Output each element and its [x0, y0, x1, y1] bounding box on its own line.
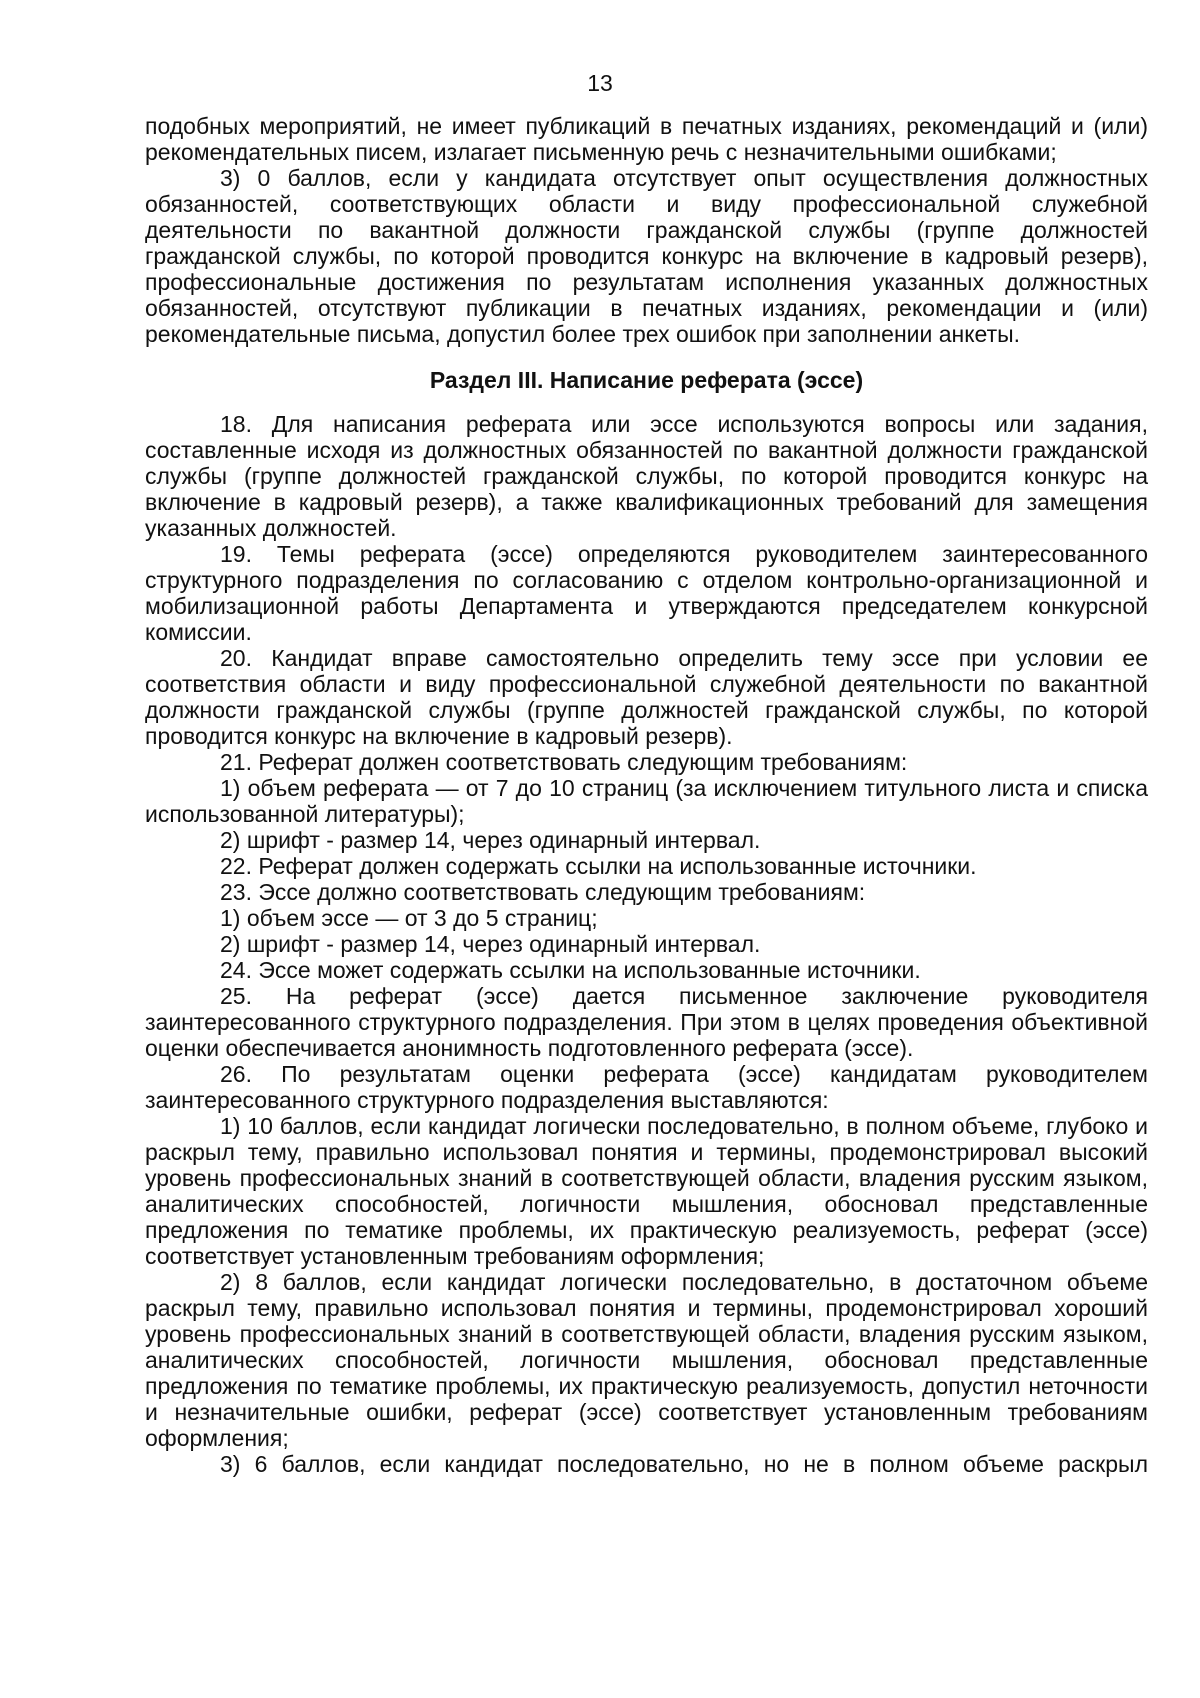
paragraph: 3) 6 баллов, если кандидат последовательно, но не в полном объеме раскрыл [220, 1451, 1148, 1477]
section-heading: Раздел III. Написание реферата (эссе) [429, 367, 864, 393]
paragraph: 18. Для написания реферата или эссе используются вопросы или задания, составленные исходя из должностных обязанностей по вакантной должности гражданской службы (группе должностей гражданской службы, по которой проводится конкурс на включение в кадровый резерв), а также квалификационных требований для замещения указанных должностей. [145, 411, 1148, 541]
paragraph: 23. Эссе должно соответствовать следующим требованиям: [220, 879, 866, 905]
paragraph: 21. Реферат должен соответствовать следующим требованиям: [220, 749, 908, 775]
paragraph: подобных мероприятий, не имеет публикаций в печатных изданиях, рекомендаций и (или) рекомендательных писем, излагает письменную речь с незначительными ошибками; [145, 113, 1148, 165]
document-body [145, 113, 1148, 1477]
paragraph: 24. Эссе может содержать ссылки на использованные источники. [220, 957, 921, 983]
paragraph: 2) шрифт - размер 14, через одинарный интервал. [220, 931, 761, 957]
page-number: 13 [587, 70, 613, 96]
paragraph: 2) шрифт - размер 14, через одинарный интервал. [220, 827, 761, 853]
paragraph: 19. Темы реферата (эссе) определяются руководителем заинтересованного структурного подразделения по согласованию с отделом контрольно-организационной и мобилизационной работы Департамента и утверждаются председателем конкурсной комиссии. [145, 541, 1148, 645]
paragraph: 1) 10 баллов, если кандидат логически последовательно, в полном объеме, глубоко и раскрыл тему, правильно использовал понятия и термины, продемонстрировал высокий уровень профессиональных знаний в соответствующей области, владения русским языком, аналитических способностей, логичности мышления, обосновал представленные предложения по тематике проблемы, их практическую реализуемость, реферат (эссе) соответствует установленным требованиям оформления; [145, 1113, 1148, 1269]
paragraph: 22. Реферат должен содержать ссылки на использованные источники. [220, 853, 977, 879]
paragraphs-after-heading [145, 411, 1148, 1477]
paragraph: 25. На реферат (эссе) дается письменное заключение руководителя заинтересованного структурного подразделения. При этом в целях проведения объективной оценки обеспечивается анонимность подготовленного реферата (эссе). [145, 983, 1148, 1061]
paragraph: 3) 0 баллов, если у кандидата отсутствует опыт осуществления должностных обязанностей, соответствующих области и виду профессиональной служебной деятельности по вакантной должности гражданской службы (группе должностей гражданской службы, по которой проводится конкурс на включение в кадровый резерв), профессиональные достижения по результатам исполнения указанных должностных обязанностей, отсутствуют публикации в печатных изданиях, рекомендации и (или) рекомендательные письма, допустил более трех ошибок при заполнении анкеты. [145, 165, 1148, 347]
paragraph: 1) объем реферата — от 7 до 10 страниц (за исключением титульного листа и списка использованной литературы); [145, 775, 1148, 827]
paragraphs-before-heading [145, 113, 1148, 347]
paragraph: 26. По результатам оценки реферата (эссе) кандидатам руководителем заинтересованного структурного подразделения выставляются: [145, 1061, 1148, 1113]
paragraph: 1) объем эссе — от 3 до 5 страниц; [220, 905, 598, 931]
paragraph: 2) 8 баллов, если кандидат логически последовательно, в достаточном объеме раскрыл тему, правильно использовал понятия и термины, продемонстрировал хороший уровень профессиональных знаний в соответствующей области, владения русским языком, аналитических способностей, логичности мышления, обосновал представленные предложения по тематике проблемы, их практическую реализуемость, допустил неточности и незначительные ошибки, реферат (эссе) соответствует установленным требованиям оформления; [145, 1269, 1148, 1451]
paragraph: 20. Кандидат вправе самостоятельно определить тему эссе при условии ее соответствия области и виду профессиональной служебной деятельности по вакантной должности гражданской службы (группе должностей гражданской службы, по которой проводится конкурс на включение в кадровый резерв). [145, 645, 1148, 749]
